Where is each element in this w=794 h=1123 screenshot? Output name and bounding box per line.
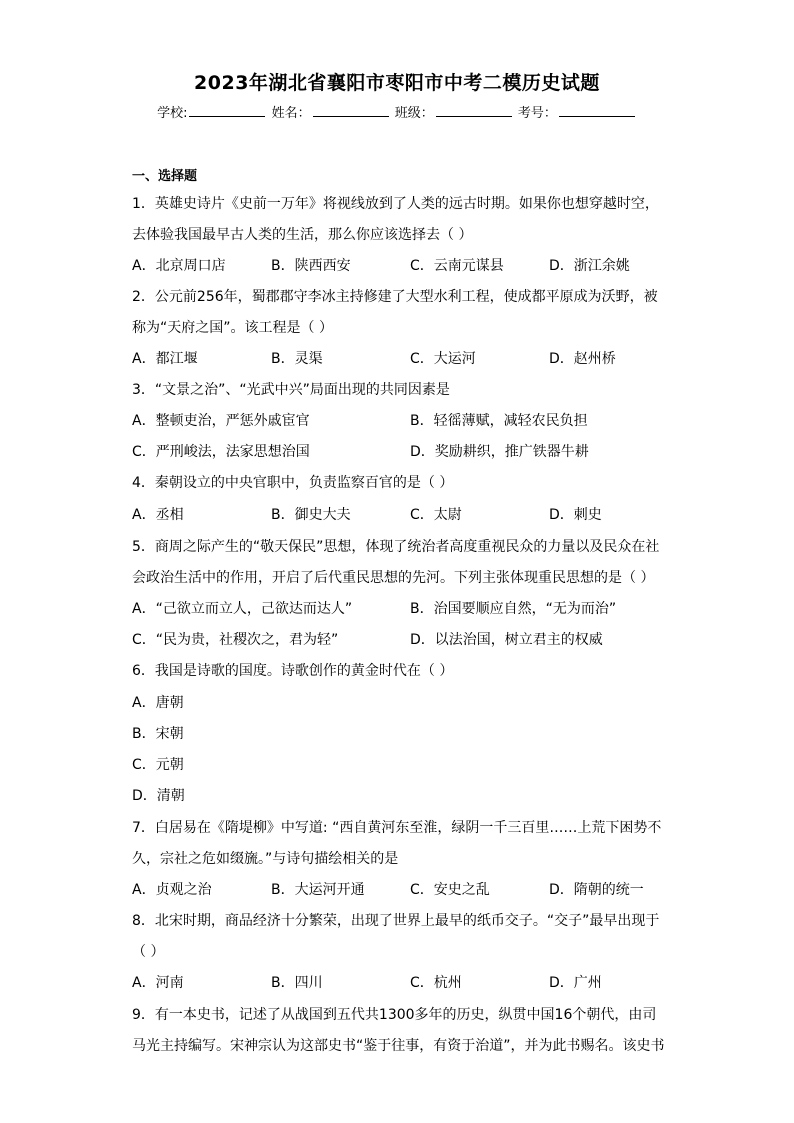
option-b: B．陕西西安 xyxy=(271,258,351,274)
question-6-line-1: 6．我国是诗歌的国度。诗歌创作的黄金时代在（ ） xyxy=(132,663,454,679)
class-blank[interactable] xyxy=(436,104,512,117)
school-label: 学校: xyxy=(157,106,188,121)
option-a: A．都江堰 xyxy=(132,351,198,367)
question-4-line-1: 4．秦朝设立的中央官职中，负责监察百官的是（ ） xyxy=(132,475,454,491)
option-a: A．唐朝 xyxy=(132,695,184,711)
option-c: C．严刑峻法，法家思想治国 xyxy=(132,444,310,460)
question-5-line-2: 会政治生活中的作用，开启了后代重民思想的先河。下列主张体现重民思想的是（ ） xyxy=(132,570,655,586)
option-c: C．元朝 xyxy=(132,757,184,773)
exam-no-blank[interactable] xyxy=(559,104,635,117)
option-c: C．云南元谋县 xyxy=(410,258,504,274)
name-label: 姓名： xyxy=(271,106,311,121)
option-c: C．杭州 xyxy=(410,975,462,991)
option-b: B．大运河开通 xyxy=(271,882,365,898)
name-blank[interactable] xyxy=(313,104,389,117)
option-d: D．刺史 xyxy=(549,507,602,523)
option-c: C．“民为贵，社稷次之，君为轻” xyxy=(132,632,339,648)
option-d: D．奖励耕织，推广铁器牛耕 xyxy=(410,444,589,460)
exam-title: 2023年湖北省襄阳市枣阳市中考二模历史试题 xyxy=(194,72,600,94)
question-2-line-1: 2．公元前256年，蜀郡郡守李冰主持修建了大型水利工程，使成都平原成为沃野，被 xyxy=(132,289,658,305)
option-b: B．灵渠 xyxy=(271,351,323,367)
question-7-line-1: 7．白居易在《隋堤柳》中写道: “西自黄河东至淮，绿阴一千三百里……上荒下困势不 xyxy=(132,820,662,836)
option-b: B．四川 xyxy=(271,975,323,991)
option-a: A．丞相 xyxy=(132,507,184,523)
question-1-line-1: 1．英雄史诗片《史前一万年》将视线放到了人类的远古时期。如果你也想穿越时空， xyxy=(132,196,659,212)
option-a: A．河南 xyxy=(132,975,184,991)
option-b: B．宋朝 xyxy=(132,726,184,742)
option-b: B．治国要顺应自然，“无为而治” xyxy=(410,601,617,617)
option-a: A．“己欲立而立人，己欲达而达人” xyxy=(132,601,353,617)
option-d: D．广州 xyxy=(549,975,602,991)
question-7-line-2: 久，宗社之危如缀旒。”与诗句描绘相关的是 xyxy=(132,851,399,867)
exam-no-label: 考号： xyxy=(517,106,557,121)
option-c: C．太尉 xyxy=(410,507,462,523)
option-d: D．赵州桥 xyxy=(549,351,616,367)
question-2-line-2: 称为“天府之国”。该工程是（ ） xyxy=(132,320,333,336)
school-blank[interactable] xyxy=(189,104,265,117)
option-c: C．安史之乱 xyxy=(410,882,490,898)
option-a: A．北京周口店 xyxy=(132,258,226,274)
section-heading: 一、选择题 xyxy=(132,169,198,184)
option-b: B．轻徭薄赋，减轻农民负担 xyxy=(410,413,588,429)
question-1-line-2: 去体验我国最早古人类的生活，那么你应该选择去（ ） xyxy=(132,227,473,243)
question-9-line-1: 9．有一本史书，记述了从战国到五代共1300多年的历史，纵贯中国16个朝代，由司 xyxy=(132,1007,657,1023)
question-9-line-2: 马光主持编写。宋神宗认为这部史书“鉴于往事，有资于治道”，并为此书赐名。该史书 xyxy=(132,1038,665,1054)
question-3-line-1: 3．“文景之治”、“光武中兴”局面出现的共同因素是 xyxy=(132,382,450,398)
class-label: 班级： xyxy=(394,106,434,121)
question-8-line-2: （ ） xyxy=(132,944,165,960)
option-d: D．清朝 xyxy=(132,788,185,804)
option-a: A．整顿吏治，严惩外戚宦官 xyxy=(132,413,310,429)
option-d: D．以法治国，树立君主的权威 xyxy=(410,632,603,648)
option-c: C．大运河 xyxy=(410,351,476,367)
option-d: D．浙江余姚 xyxy=(549,258,630,274)
option-b: B．御史大夫 xyxy=(271,507,351,523)
question-5-line-1: 5．商周之际产生的“敬天保民”思想，体现了统治者高度重视民众的力量以及民众在社 xyxy=(132,539,660,555)
question-8-line-1: 8．北宋时期，商品经济十分繁荣，出现了世界上最早的纸币交子。“交子”最早出现于 xyxy=(132,913,660,929)
option-a: A．贞观之治 xyxy=(132,882,212,898)
option-d: D．隋朝的统一 xyxy=(549,882,644,898)
student-info-line xyxy=(0,102,794,121)
